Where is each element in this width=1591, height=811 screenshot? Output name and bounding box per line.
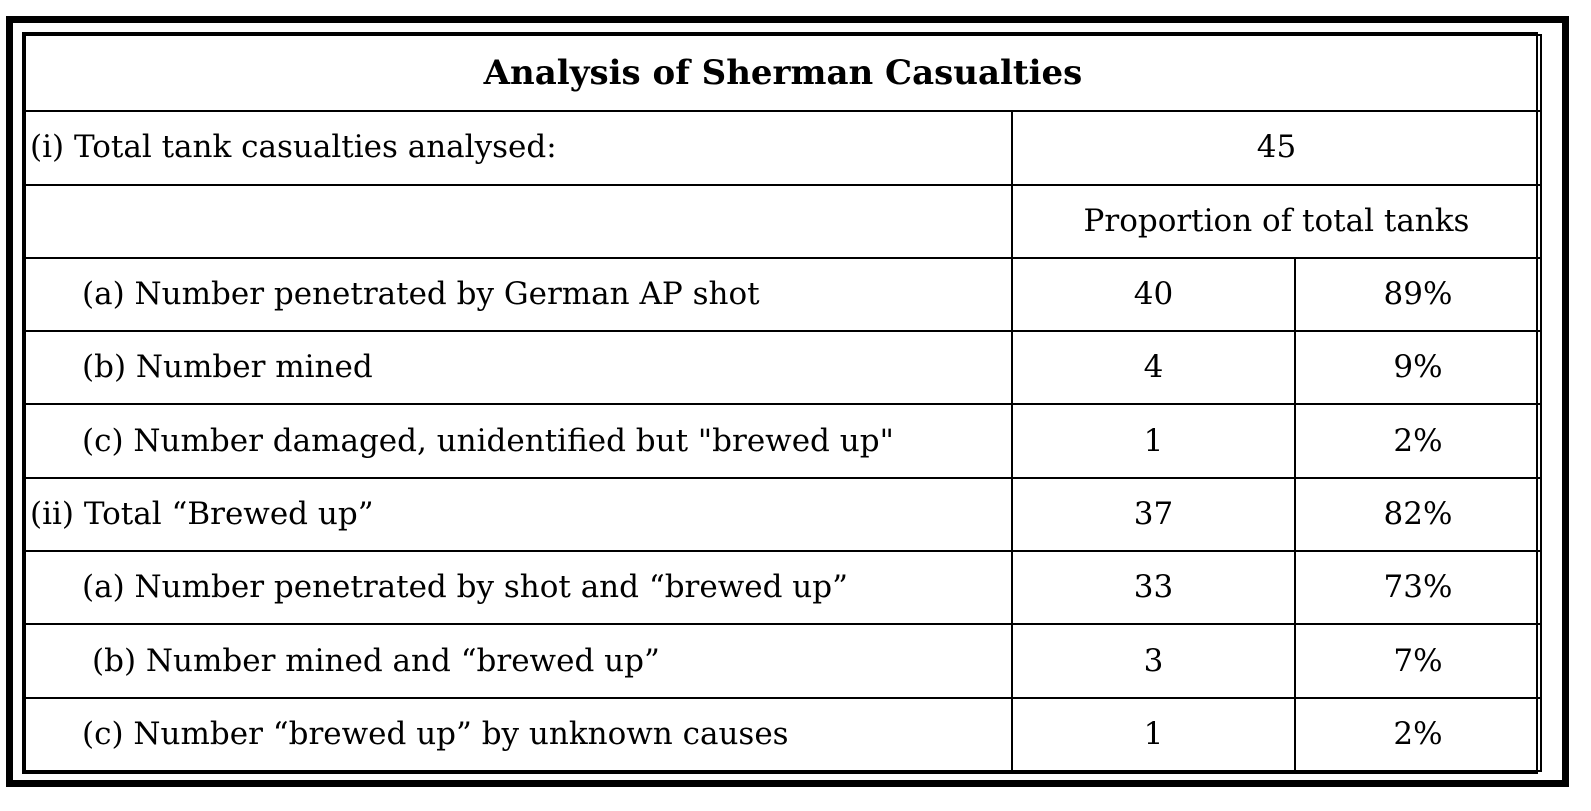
casualties-table <box>24 34 1542 772</box>
row-count: 40 <box>1012 258 1295 331</box>
total-value: 45 <box>1012 111 1541 184</box>
table-title: Analysis of Sherman Casualties <box>25 35 1541 111</box>
row-count: 37 <box>1012 478 1295 551</box>
row-count: 4 <box>1012 331 1295 404</box>
row-percent: 73% <box>1295 551 1541 624</box>
row-label: (b) Number mined <box>25 331 1012 404</box>
header-row <box>25 185 1541 258</box>
sherman-casualties-table <box>22 32 1538 774</box>
title-row <box>25 35 1541 111</box>
row-count: 33 <box>1012 551 1295 624</box>
row-label: (c) Number damaged, unidentified but "brewed up" <box>25 404 1012 477</box>
row-count: 3 <box>1012 624 1295 697</box>
table-row <box>25 551 1541 624</box>
row-percent: 9% <box>1295 331 1541 404</box>
row-percent: 82% <box>1295 478 1541 551</box>
total-row <box>25 111 1541 184</box>
row-label: (a) Number penetrated by shot and “brewed up” <box>25 551 1012 624</box>
table-row <box>25 624 1541 697</box>
row-count: 1 <box>1012 698 1295 771</box>
row-label: (ii) Total “Brewed up” <box>25 478 1012 551</box>
proportion-header: Proportion of total tanks <box>1012 185 1541 258</box>
header-blank-cell <box>25 185 1012 258</box>
table-row <box>25 331 1541 404</box>
row-label: (c) Number “brewed up” by unknown causes <box>25 698 1012 771</box>
row-count: 1 <box>1012 404 1295 477</box>
row-percent: 7% <box>1295 624 1541 697</box>
row-label: (b) Number mined and “brewed up” <box>25 624 1012 697</box>
table-row <box>25 478 1541 551</box>
table-row <box>25 258 1541 331</box>
row-percent: 89% <box>1295 258 1541 331</box>
row-percent: 2% <box>1295 698 1541 771</box>
row-percent: 2% <box>1295 404 1541 477</box>
table-row <box>25 404 1541 477</box>
row-label: (a) Number penetrated by German AP shot <box>25 258 1012 331</box>
table-row <box>25 698 1541 771</box>
total-label: (i) Total tank casualties analysed: <box>25 111 1012 184</box>
